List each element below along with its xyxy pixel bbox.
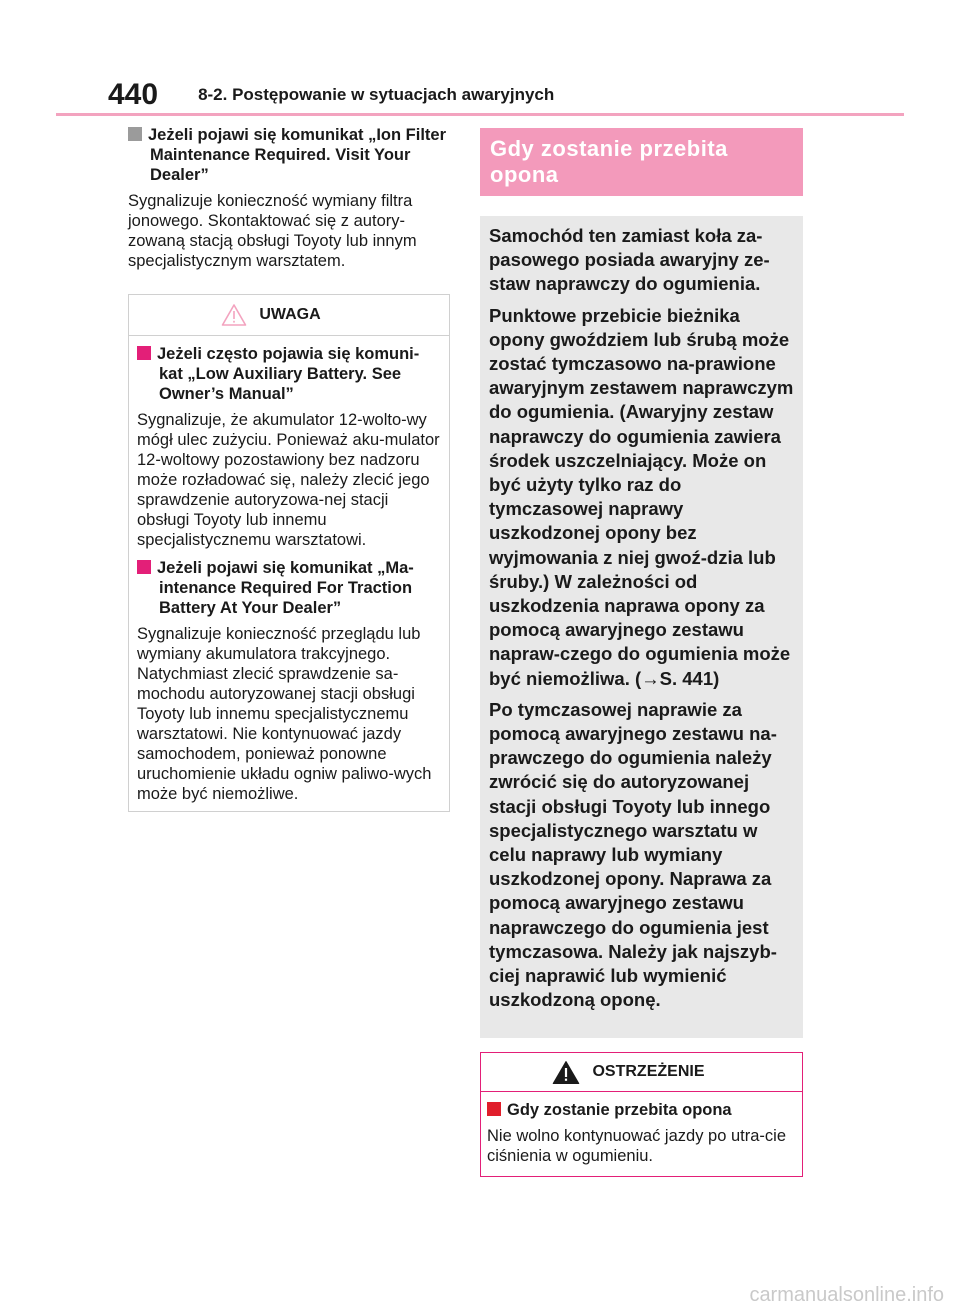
warning-heading: Gdy zostanie przebita opona	[487, 1100, 796, 1120]
caution-header	[129, 295, 449, 336]
caution-item-heading: Jeżeli często pojawia się komuni-kat „Low Auxiliary Battery. See Owner’s Manual”	[137, 344, 443, 404]
page-number: 440	[108, 78, 159, 111]
ion-filter-body: Sygnalizuje konieczność wymiany filtra jonowego. Skontaktować się z autory-zowaną stacją obsługi Toyoty lub innym specjalistycznym warsztatem.	[128, 192, 417, 270]
warning-body: Nie wolno kontynuować jazdy po utra-cie ciśnienia w ogumieniu.	[487, 1127, 786, 1165]
pink-square-bullet-icon	[137, 560, 151, 574]
caution-item-body: Sygnalizuje, że akumulator 12-wolto-wy mógł ulec zużyciu. Ponieważ aku-mulator 12-woltowy pozostawiony bez nadzoru może rozładować się, należy zlecić jego sprawdzenie autoryzowa-nej stacji obsługi Toyoty lub innemu specjalistycznemu warsztatowi.	[137, 411, 440, 549]
intro-paragraph: Po tymczasowej naprawie za pomocą awaryjnego zestawu na-prawczego do ogumienia należy zwrócić się do autoryzowanej stacji obsługi Toyoty lub innego specjalistycznego warsztatu w celu naprawy lub wymiany uszkodzonej opony. Naprawa za pomocą awaryjnego zestawu naprawczego do ogumienia jest tymczasowa. Należy jak najszyb-ciej naprawić lub wymienić uszkodzoną oponę.	[489, 698, 777, 1011]
intro-paragraph: Punktowe przebicie bieżnika opony gwoździem lub śrubą może zostać tymczasowo na-prawione awaryjnym zestawem naprawczym do ogumienia. (Awaryjny zestaw naprawczy do ogumienia zawiera środek uszczelniający. Może on być użyty tylko raz do tymczasowej naprawy uszkodzonej opony bez wyjmowania z niej gwoź-dzia lub śruby.) W zależności od uszkodzenia naprawa opony za pomocą awaryjnego zestawu napraw-czego do ogumienia może być niemożliwa. (→S. 441)	[489, 304, 794, 689]
page-header	[108, 78, 554, 112]
caution-item-heading: Jeżeli pojawi się komunikat „Ma-intenance Required For Traction Battery At Your Dealer”	[137, 558, 443, 618]
caution-item-body: Sygnalizuje konieczność przeglądu lub wymiany akumulatora trakcyjnego. Natychmiast zlecić sprawdzenie sa-mochodu autoryzowanej stacji obsługi Toyoty lub innemu specjalistycznemu warsztatowi. Nie kontynuować jazdy samochodem, ponieważ ponowne uruchomienie układu ogniw paliwo-wych może być niemożliwe.	[137, 625, 432, 803]
ion-filter-section	[128, 125, 452, 271]
flat-tire-title: Gdy zostanie przebita opona	[490, 136, 728, 187]
intro-paragraph: Samochód ten zamiast koła za-pasowego posiada awaryjny ze-staw naprawczy do ogumienia.	[489, 225, 770, 295]
caution-item	[137, 558, 443, 804]
header-divider	[56, 113, 904, 116]
grey-square-bullet-icon	[128, 127, 142, 141]
warning-label: OSTRZEŻENIE	[592, 1063, 705, 1080]
warning-triangle-outline-icon	[221, 303, 247, 327]
warning-header	[481, 1053, 802, 1092]
ion-filter-heading: Jeżeli pojawi się komunikat „Ion Filter Maintenance Required. Visit Your Dealer”	[128, 125, 452, 185]
red-square-bullet-icon	[487, 1102, 501, 1116]
warning-triangle-filled-icon	[552, 1060, 580, 1085]
section-title-banner	[480, 128, 803, 196]
caution-item	[137, 344, 443, 550]
section-title: 8-2. Postępowanie w sytuacjach awaryjnych	[198, 85, 555, 104]
caution-box	[128, 294, 450, 812]
pink-square-bullet-icon	[137, 346, 151, 360]
caution-label: UWAGA	[259, 306, 321, 323]
warning-box	[480, 1052, 803, 1177]
flat-tire-intro-panel	[480, 216, 803, 1038]
footer-watermark: carmanualsonline.info	[749, 1284, 944, 1306]
